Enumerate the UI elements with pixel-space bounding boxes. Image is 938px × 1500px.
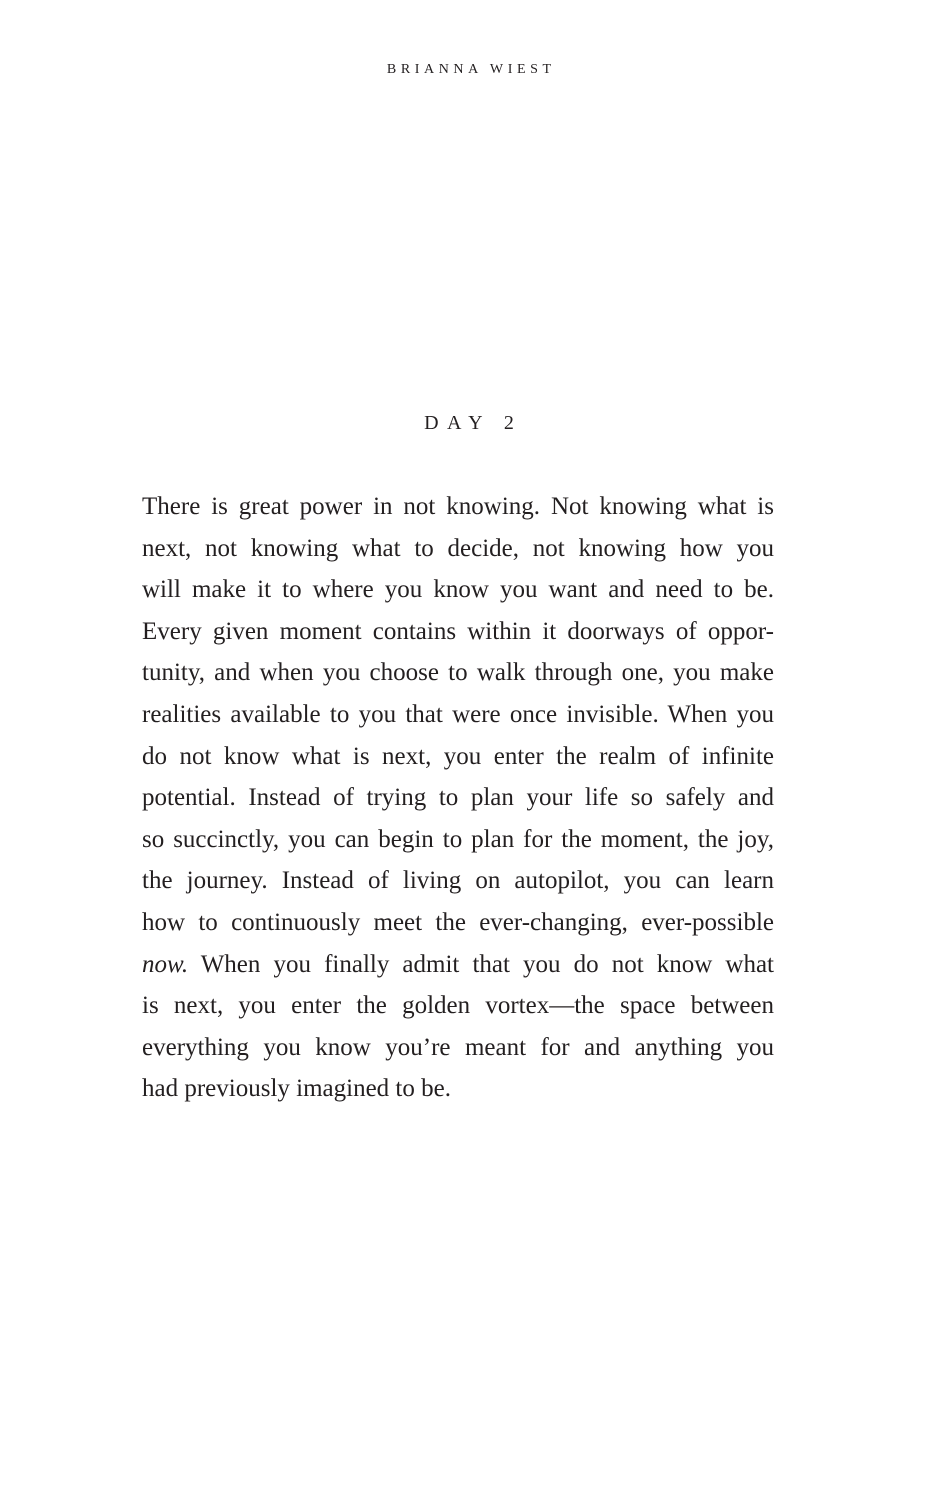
text-line: There is great power in not knowing. Not knowing what is: [142, 493, 774, 520]
text-line-with-italic: [142, 944, 774, 986]
text-line: next, not knowing what to decide, not knowing how you: [142, 534, 774, 562]
text-line: the journey. Instead of living on autopilot, you can learn: [142, 867, 774, 895]
italic-emphasis-now: now.: [142, 950, 189, 978]
text-line: realities available to you that were once invisible. When you: [142, 700, 774, 728]
chapter-heading: DAY 2: [424, 412, 523, 434]
text-line: so succinctly, you can begin to plan for the moment, the joy,: [142, 825, 774, 853]
body-passage: [142, 486, 774, 1110]
text-line-remainder: When you finally admit that you do not know what: [188, 950, 774, 978]
text-line: Every given moment contains within it doorways of oppor-: [142, 617, 774, 645]
text-line-final: had previously imagined to be.: [142, 1075, 451, 1103]
text-line: everything you know you’re meant for and anything you: [142, 1033, 774, 1061]
running-header-author: BRIANNA WIEST: [386, 62, 556, 77]
text-line: potential. Instead of trying to plan your life so safely and: [142, 784, 774, 812]
text-line: will make it to where you know you want and need to be.: [142, 576, 774, 604]
text-line: do not know what is next, you enter the realm of infinite: [142, 742, 774, 770]
text-line: tunity, and when you choose to walk through one, you make: [142, 659, 774, 687]
text-line: is next, you enter the golden vortex—the space between: [142, 992, 774, 1020]
text-line: how to continuously meet the ever-changing, ever-possible: [142, 908, 774, 936]
